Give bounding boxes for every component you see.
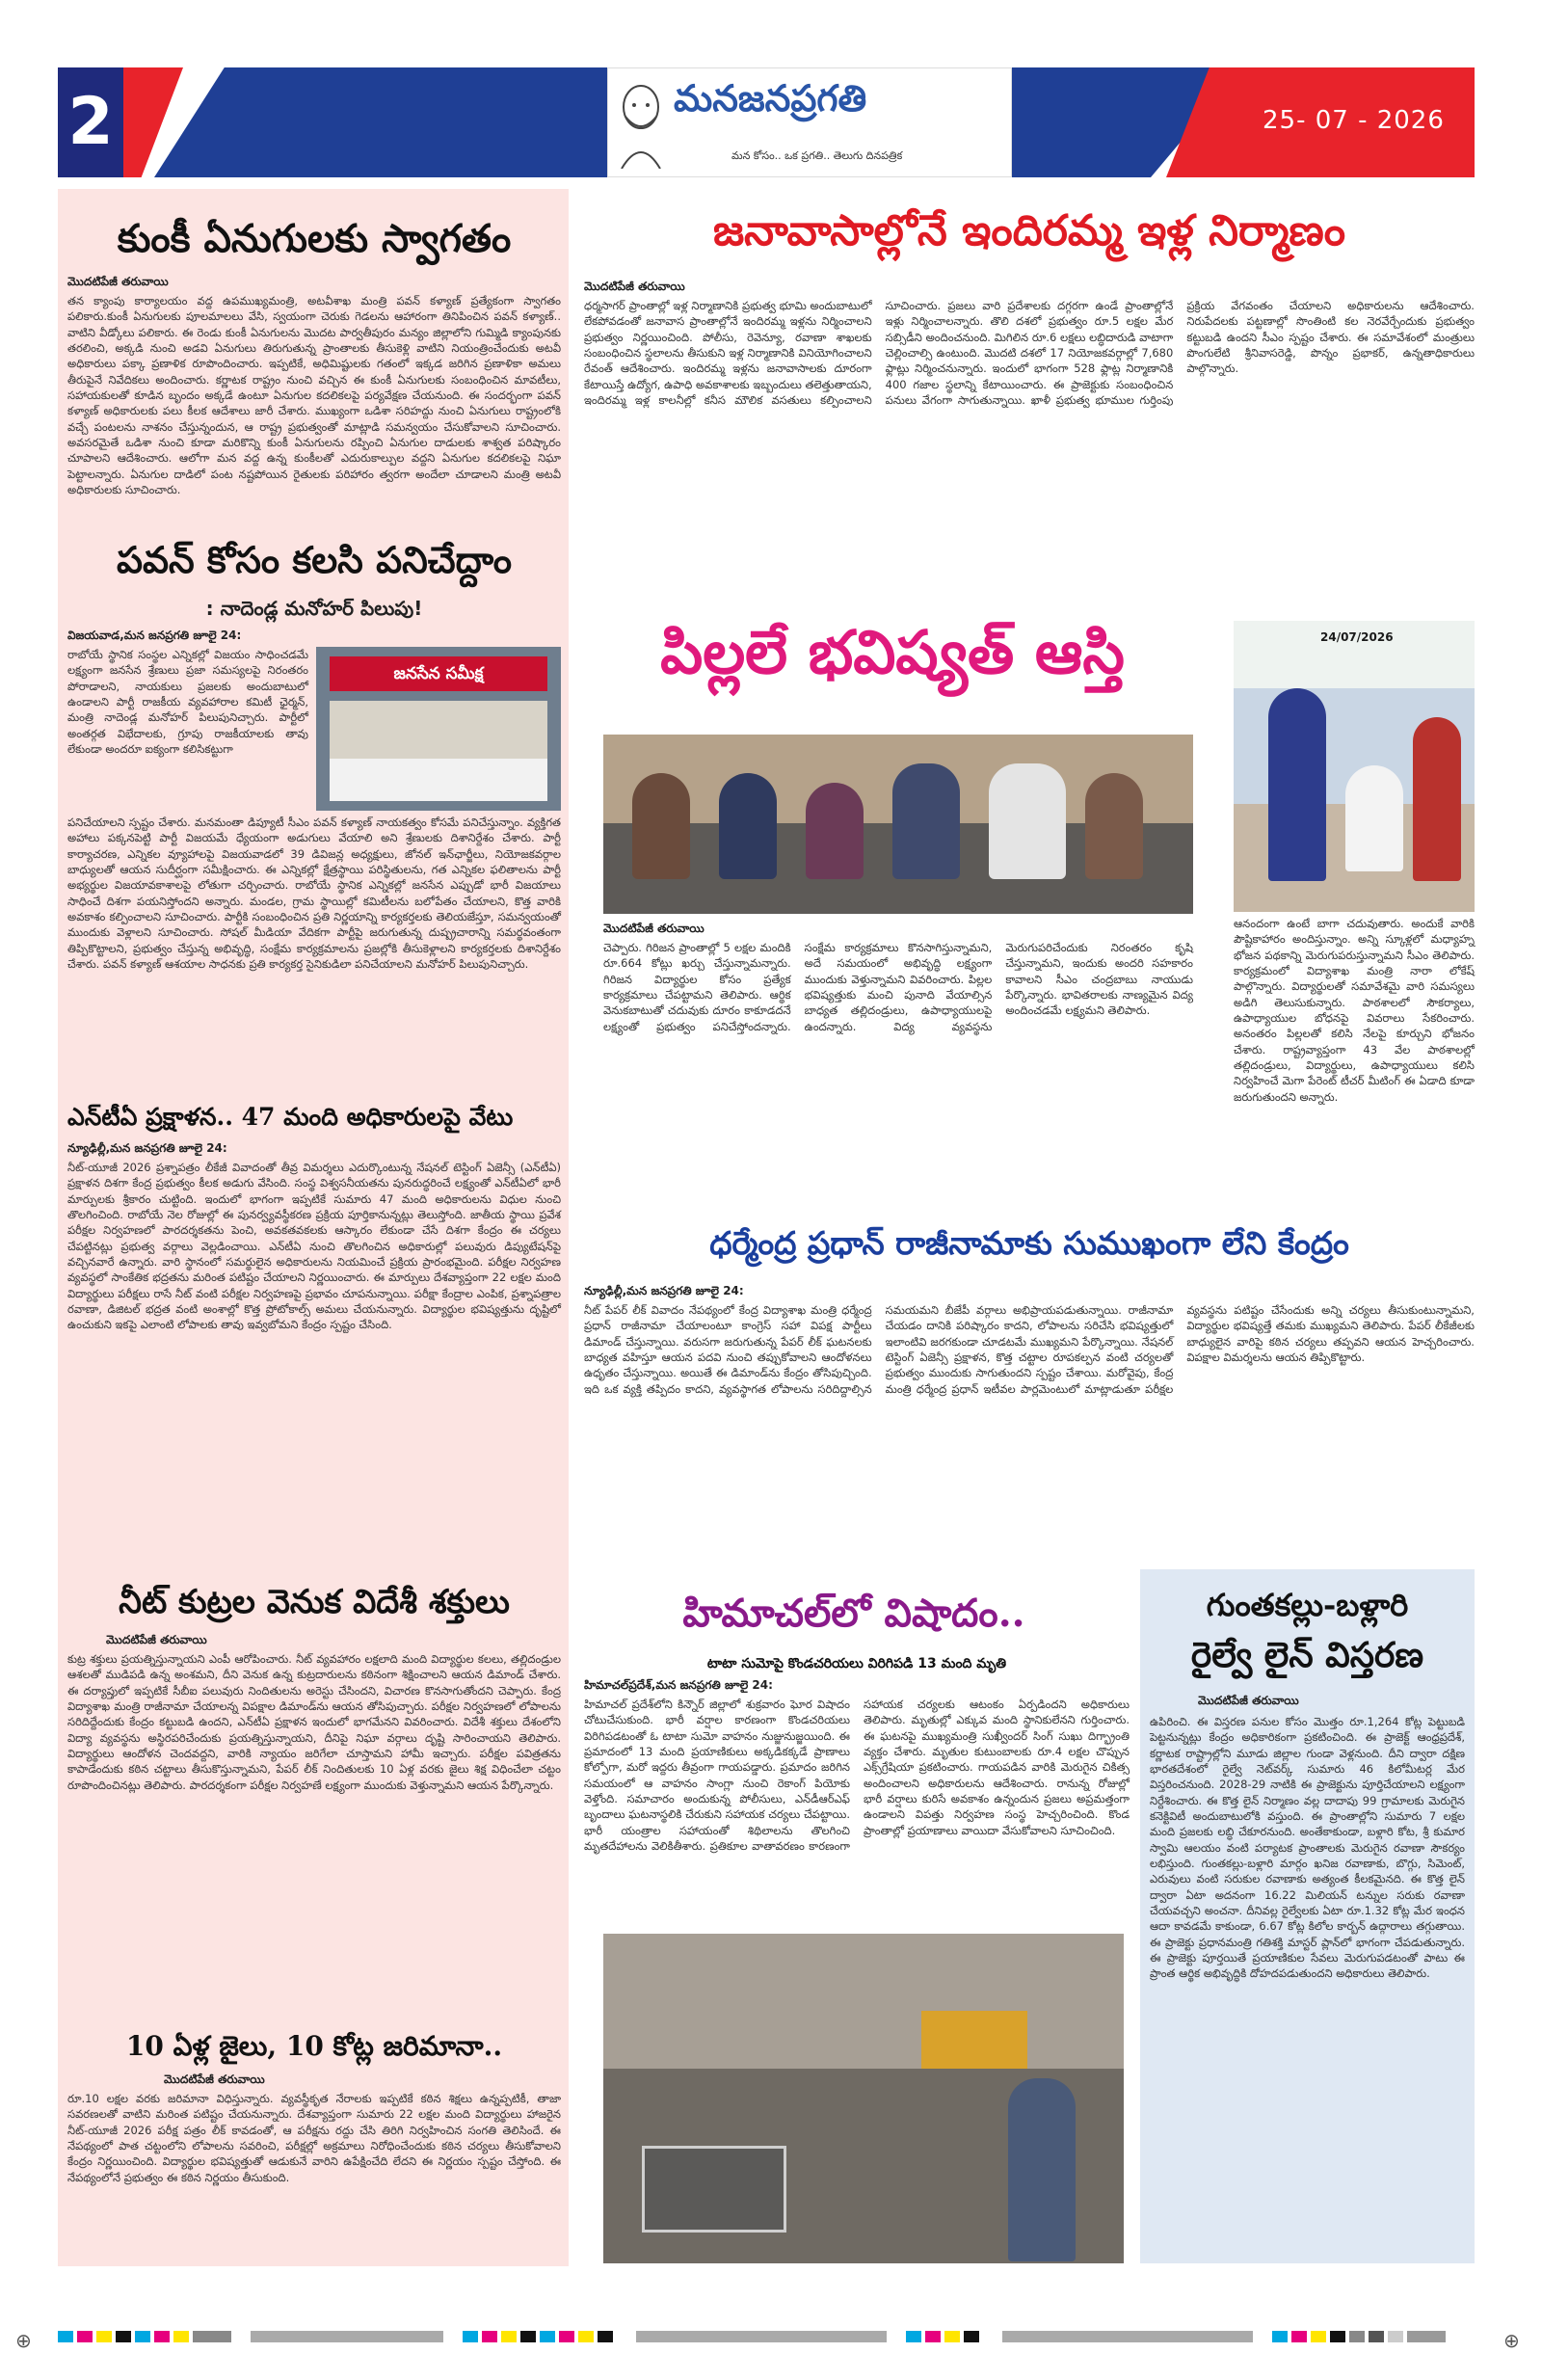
photo-himachal-landslide — [603, 1934, 1124, 2263]
byline-neet: మొదటిపేజీ తరువాయి — [106, 1633, 207, 1646]
story-children — [603, 918, 1193, 1034]
photo-children-lunch — [603, 735, 1193, 914]
story-neet — [67, 1583, 561, 1793]
paper-name: మనజనప్రగతి — [674, 76, 867, 120]
subhead-pawan: : నాదెండ్ల మనోహర్ పిలుపు! — [205, 597, 423, 620]
story-guntakal — [1140, 1569, 1475, 2263]
story-children-right — [1234, 916, 1475, 1105]
photo-banner-janasena: జనసేన సమీక్ష — [330, 656, 547, 691]
body-himachal: హిమాచల్ ప్రదేశ్‌లోని కిన్నౌర్ జిల్లాలో శుక్రవారం ఘోర విషాదం చోటుచేసుకుంది. భారీ వర్షాల కారణంగా కొండచరియలు విరిగిపడటంతో ఓ టాటా సుమో వాహనం నుజ్జునుజ్జయింది. ఈ ప్రమాదంలో 13 మంది ప్రయాణికులు అక్కడికక్కడే ప్రాణాలు కోల్పోగా, మరో ఇద్దరు తీవ్రంగా గాయపడ్డారు. ప్రమాదం జరిగిన సమయంలో ఆ వాహనం సాంగ్లా నుంచి రెకాంగ్ పియోకు వెళ్తోంది. సమాచారం అందుకున్న పోలీసులు, ఎన్‌డీఆర్ఎఫ్ బృందాలు ఘటనాస్థలికి చేరుకుని సహాయక చర్యలు చేపట్టాయి. భారీ యంత్రాల సహాయంతో శిథిలాలను తొలగించి మృతదేహాలను వెలికితీశారు. ప్రతికూల వాతావరణం కారణంగా సహాయక చర్యలకు ఆటంకం ఏర్పడిందని అధికారులు తెలిపారు. మృతుల్లో ఎక్కువ మంది స్థానికులేనని గుర్తించారు. ఈ ఘటనపై ముఖ్యమంత్రి సుఖ్వీందర్ సింగ్ సుఖు దిగ్భ్రాంతి వ్యక్తం చేశారు. మృతుల కుటుంబాలకు రూ.4 లక్షల చొప్పున ఎక్స్‌గ్రేషియా ప్రకటించారు. గాయపడిన వారికి మెరుగైన చికిత్స అందించాలని అధికారులను ఆదేశించారు. రానున్న రోజుల్లో భారీ వర్షాలు కురిసే అవకాశం ఉన్నందున ప్రజలు అప్రమత్తంగా ఉండాలని విపత్తు నిర్వహణ సంస్థ హెచ్చరించింది. కొండ ప్రాంతాల్లో ప్రయాణాలు వాయిదా వేసుకోవాలని సూచించింది. — [584, 1698, 1130, 1853]
photo-children-event — [1234, 621, 1475, 912]
story-ten-years — [67, 2030, 561, 2185]
headline-children: పిల్లలే భవిష్యత్ ఆస్తి — [660, 617, 1125, 687]
headline-ten-years: 10 ఏళ్ల జైలు, 10 కోట్ల జరిమానా.. — [125, 2030, 503, 2062]
body-neet: కుట్ర శక్తులు ప్రయత్నిస్తున్నాయని ఎంపీ ఆరోపించారు. నీట్ వ్యవహారం లక్షలాది మంది విద్యార్థుల కలలు, తల్లిదండ్రుల ఆశలతో ముడిపడి ఉన్న అంశమని, దీని వెనుక ఉన్న కుట్రదారులను కఠినంగా శిక్షించాలని ఆయన డిమాండ్ చేశారు. ఈ దర్యాప్తులో ఇప్పటికే సీబీఐ పలువురు నిందితులను అరెస్టు చేసిందని, విచారణ కొనసాగుతోందని చెప్పారు. కేంద్ర విద్యాశాఖ మంత్రి రాజీనామా చేయాలన్న విపక్షాల డిమాండ్‌ను ఆయన తోసిపుచ్చారు. పరీక్షల నిర్వహణలో లోపాలను సరిదిద్దేందుకు కేంద్రం కట్టుబడి ఉందని, ఎన్‌టీఏ ప్రక్షాళన ఇందులో భాగమేనని వివరించారు. విదేశీ శక్తులు దేశంలోని విద్యా వ్యవస్థను అస్థిరపరిచేందుకు ప్రయత్నిస్తున్నాయని, దీనిపై నిఘా వర్గాలు దృష్టి సారించాయని తెలిపారు. విద్యార్థులు ఆందోళన చెందవద్దని, వారికి న్యాయం జరిగేలా చూస్తామని హామీ ఇచ్చారు. పరీక్షల పవిత్రతను కాపాడేందుకు కఠిన చట్టాలు తీసుకొస్తున్నామని, పేపర్ లీక్ నిందితులకు 10 ఏళ్ల వరకు జైలు శిక్ష విధించేలా చట్టం రూపొందించినట్లు తెలిపారు. పారదర్శకంగా పరీక్షల నిర్వహణే లక్ష్యంగా ముందుకు వెళ్తున్నామని ఆయన పేర్కొన్నారు. — [67, 1652, 561, 1792]
story-indiramma — [584, 276, 1475, 408]
story-himachal — [584, 1656, 1130, 1854]
byline-indiramma: మొదటిపేజీ తరువాయి — [584, 280, 685, 293]
registration-mark-left-icon: ⊕ — [15, 2329, 32, 2352]
byline-guntakal: మొదటిపేజీ తరువాయి — [1198, 1694, 1299, 1707]
masthead-band-left-blue — [154, 67, 655, 177]
body-kunki: తన క్యాంపు కార్యాలయం వద్ద ఉపముఖ్యమంత్రి, అటవీశాఖ మంత్రి పవన్ కళ్యాణ్ ప్రత్యేకంగా స్వాగతం పలికారు.కుంకీ ఏనుగులకు పూలమాలలు వేసి, స్వయంగా చెరుకు గెడలను ఆహారంగా తినిపించిన పవన్ కళ్యాణ్.. వాటిని వీడ్కోలు పలికారు. ఈ రెండు కుంకీ ఏనుగులను మొదట పార్వతీపురం మన్యం జిల్లాలోని గుమ్మిడి క్యాంపునకు తరలించి, అక్కడి నుంచి అడవి ఏనుగులు తిరుగుతున్న ప్రాంతాలకు తీసుకెళ్లి వాటిని నియంత్రించేందుకు అటవీ అధికారులు పక్కా ప్రణాళిక రూపొందించారు. ఇప్పటికే, అధిమిష్టులకు గతంలో ఇక్కడ జరిగిన ప్రణాళికా అమలు తీరుపైనే నివేదికలు అందించారు. కర్ణాటక రాష్ట్రం నుంచి వచ్చిన ఈ కుంకీ ఏనుగులకు సంబంధించిన మావటీలు, సహాయకులతో కూడిన బృందం అక్కడే ఉంటూ ఏనుగుల కదలికలపై పర్యవేక్షణ చేయనుంది. ఈ సందర్భంగా పవన్ కళ్యాణ్ అధికారులకు పలు కీలక ఆదేశాలు జారీ చేశారు. ముఖ్యంగా ఒడిశా సరిహద్దు నుంచి ఏనుగులు రాష్ట్రంలోకి వచ్చే పంటలను నాశనం చేస్తున్నందున, ఆ రాష్ట్ర ప్రభుత్వంతో మాట్లాడి సమన్వయం చేసుకోవాలని సూచించారు. అవసరమైతే ఒడిశా నుంచి కూడా మరికొన్ని కుంకీ ఏనుగులను రప్పించి ఏనుగుల దాడులకు శాశ్వత పరిష్కారం చూపాలని ఆదేశించారు. ఆలోగా మన వద్ద ఉన్న కుంకీలతో ఎదురుకాల్పుల వద్దని ఏనుగుల కదలికలపై నిఘా పెట్టాలన్నారు. ఏనుగుల దాడిలో పంట నష్టపోయిన రైతులకు పరిహారం త్వరగా అందేలా చూడాలని మంత్రి అటవీ అధికారులకు సూచించారు. — [67, 294, 561, 496]
page-number: 2 — [58, 67, 123, 177]
body-ten-years: రూ.10 లక్షల వరకు జరిమానా విధిస్తున్నారు. వ్యవస్థీకృత నేరాలకు ఇప్పటికే కఠిన శిక్షలు ఉన్నప్పటికీ, తాజా సవరణలతో వాటిని మరింత పటిష్టం చేయనున్నారు. దేశవ్యాప్తంగా సుమారు 22 లక్షల మంది విద్యార్థులు హాజరైన నీట్-యూజీ 2026 పరీక్ష పత్రం లీక్ కావడంతో, ఆ పరీక్షను రద్దు చేసి తిరిగి నిర్వహించిన సంగతి తెలిసిందే. ఈ నేపథ్యంలో పాత చట్టంలోని లోపాలను సవరించి, పరీక్షల్లో అక్రమాలు నిరోధించేందుకు కఠిన చర్యలు తీసుకోవాలని కేంద్రం నిర్ణయించింది. విద్యార్థుల భవిష్యత్తుతో ఆడుకునే వారిని ఉపేక్షించేది లేదని ఈ నిర్ణయం స్పష్టం చేస్తోంది. ఈ నేపథ్యంలోనే ప్రభుత్వం ఈ కఠిన నిర్ణయం తీసుకుంది. — [67, 2092, 561, 2184]
body-dharmendra: నీట్ పేపర్ లీక్ వివాదం నేపథ్యంలో కేంద్ర విద్యాశాఖ మంత్రి ధర్మేంద్ర ప్రధాన్ రాజీనామా చేయాలంటూ కాంగ్రెస్ సహా విపక్ష పార్టీలు డిమాండ్ చేస్తున్నాయి. వరుసగా జరుగుతున్న పేపర్ లీక్ ఘటనలకు బాధ్యత వహిస్తూ ఆయన పదవి నుంచి తప్పుకోవాలని ఆందోళనలు ఉధృతం చేస్తున్నాయి. అయితే ఈ డిమాండ్‌ను కేంద్రం తోసిపుచ్చింది. ఇది ఒక వ్యక్తి తప్పిదం కాదని, వ్యవస్థాగత లోపాలను సరిదిద్దాల్సిన సమయమని బీజేపీ వర్గాలు అభిప్రాయపడుతున్నాయి. రాజీనామా చేయడం దానికి పరిష్కారం కాదని, లోపాలను సరిచేసి భవిష్యత్తులో ఇలాంటివి జరగకుండా చూడటమే ముఖ్యమని పేర్కొన్నాయి. నేషనల్ టెస్టింగ్ ఏజెన్సీ ప్రక్షాళన, కొత్త చట్టాల రూపకల్పన వంటి చర్యలతో ప్రభుత్వం ముందుకు సాగుతుందని స్పష్టం చేశాయి. మరోవైపు, కేంద్ర మంత్రి ధర్మేంద్ర ప్రధాన్ ఇటీవల పార్లమెంటులో మాట్లాడుతూ పరీక్షల వ్యవస్థను పటిష్టం చేసేందుకు అన్ని చర్యలు తీసుకుంటున్నామని, విద్యార్థుల భవిష్యత్తే తమకు ముఖ్యమని తెలిపారు. పేపర్ లీకేజీలకు బాధ్యులైన వారిపై కఠిన చర్యలు తప్పవని ఆయన హెచ్చరించారు. విపక్షాల విమర్శలను ఆయన తిప్పికొట్టారు. — [584, 1303, 1475, 1396]
left-column — [58, 189, 569, 2266]
masthead — [58, 67, 1475, 177]
headline-dharmendra: ధర్మేంద్ర ప్రధాన్ రాజీనామాకు సుముఖంగా లేని కేంద్రం — [709, 1224, 1349, 1262]
story-dharmendra — [584, 1280, 1475, 1397]
headline-pawan: పవన్ కోసం కలసి పనిచేద్దాం — [116, 538, 513, 581]
byline-ten-years: మొదటిపేజీ తరువాయి — [164, 2072, 265, 2086]
byline-pawan: విజయవాడ,మన జనప్రగతి జూలై 24: — [67, 628, 242, 642]
headline-himachal: హిమాచల్‌లో విషాదం.. — [682, 1591, 1025, 1636]
subhead-himachal: టాటా సుమోపై కొండచరియలు విరిగిపడి 13 మంది మృతి — [706, 1656, 1007, 1671]
headline-neet: నీట్ కుట్రల వెనుక విదేశీ శక్తులు — [119, 1583, 510, 1621]
story-kunki — [67, 216, 561, 497]
body-pawan: పనిచేయాలని స్పష్టం చేశారు. మనమంతా డిప్యూటీ సీఎం పవన్ కళ్యాణ్ నాయకత్వం కోసమే పనిచేస్తున్నాం. వ్యక్తిగత అహాలు పక్కనపెట్టి పార్టీ విజయమే ధ్యేయంగా అడుగులు వేయాలి అని శ్రేణులకు దిశానిర్దేశం చేశారు. పార్టీ కార్యాచరణ, ఎన్నికల వ్యూహాలపై విజయవాడలో 39 డివిజన్ల అధ్యక్షులు, జోనల్ ఇన్‌ఛార్జీలు, నియోజకవర్గాల బాధ్యులతో ఆయన సుదీర్ఘంగా సమీక్షించారు. ఈ ఎన్నికల్లో క్షేత్రస్థాయి పరిస్థితులను, గత ఎన్నికల ఫలితాలను పార్టీ అభ్యర్థుల విజయావకాశాలపై లోతుగా చర్చించారు. రాబోయే స్థానిక ఎన్నికల్లో జనసేన ఎప్పుడో భారీ విజయాలు సాధించే దిశగా పయనిస్తోందని అన్నారు. మండల, గ్రామ స్థాయిల్లో కమిటీలను బలోపేతం చేయాలని, కొత్త వారికి అవకాశం కల్పించాలని సూచించారు. పార్టీకి సంబంధించిన ప్రతి నిర్ణయాన్ని కార్యకర్తలకు తెలియజేస్తూ, సమన్వయంతో ముందుకు వెళ్లాలని సూచించారు. సోషల్ మీడియా వేదికగా పార్టీపై జరుగుతున్న దుష్ప్రచారాన్ని సమర్థవంతంగా తిప్పికొట్టాలని, ప్రభుత్వం చేస్తున్న అభివృద్ధి, సంక్షేమ కార్యక్రమాలను ప్రజల్లోకి తీసుకెళ్లాలని కార్యకర్తలకు దిశానిర్దేశం చేశారు. పవన్ కళ్యాణ్ ఆశయాల సాధనకు ప్రతి కార్యకర్త సైనికుడిలా పనిచేయాలని మనోహర్ పిలుపునిచ్చారు. — [67, 816, 561, 971]
body-children-right: ఆనందంగా ఉంటే బాగా చదువుతారు. అందుకే వారికి పౌష్టికాహారం అందిస్తున్నాం. అన్ని స్కూళ్లలో మధ్యాహ్న భోజన పథకాన్ని మెరుగుపరుస్తున్నామని సీఎం తెలిపారు. కార్యక్రమంలో విద్యాశాఖ మంత్రి నారా లోకేష్ పాల్గొన్నారు. విద్యార్థులతో సమావేశమై వారి సమస్యలు అడిగి తెలుసుకున్నారు. పాఠశాలలో సౌకర్యాలు, ఉపాధ్యాయుల బోధనపై వివరాలు సేకరించారు. అనంతరం పిల్లలతో కలిసి నేలపై కూర్చుని భోజనం చేశారు. రాష్ట్రవ్యాప్తంగా 43 వేల పాఠశాలల్లో తల్లిదండ్రులు, విద్యార్థులు, ఉపాధ్యాయులు కలిసి నిర్వహించే మెగా పేరెంట్ టీచర్ మీటింగ్ ఈ ఏడాది కూడా జరుగుతుందని అన్నారు. — [1234, 917, 1475, 1104]
byline-children: మొదటిపేజీ తరువాయి — [603, 922, 705, 935]
headline-indiramma: జనావాసాల్లోనే ఇందిరమ్మ ఇళ్ల నిర్మాణం — [712, 206, 1346, 255]
headline-guntakal-line1: గుంతకల్లు-బళ్లారి — [1206, 1587, 1409, 1623]
byline-nta: న్యూఢిల్లీ,మన జనప్రగతి జూలై 24: — [67, 1141, 227, 1155]
story-pawan — [67, 538, 561, 972]
body-guntakal: ఉపిరించి. ఈ విస్తరణ పనుల కోసం మొత్తం రూ.1,264 కోట్ల పెట్టుబడి పెట్టనున్నట్లు కేంద్రం అధికారికంగా ప్రకటించింది. ఈ ప్రాజెక్ట్ ఆంధ్రప్రదేశ్, కర్ణాటక రాష్ట్రాల్లోని మూడు జిల్లాల గుండా వెళ్లనుంది. దీని ద్వారా దక్షిణ భారతదేశంలో రైల్వే నెట్‌వర్క్ సుమారు 46 కిలోమీటర్ల మేర విస్తరించనుంది. 2028-29 నాటికి ఈ ప్రాజెక్టును పూర్తిచేయాలని లక్ష్యంగా నిర్దేశించారు. ఈ కొత్త లైన్ నిర్మాణం వల్ల దాదాపు 99 గ్రామాలకు మెరుగైన కనెక్టివిటీ అందుబాటులోకి వస్తుంది. ఈ ప్రాంతాల్లోని సుమారు 7 లక్షల మంది ప్రజలకు లబ్ధి చేకూరనుంది. అంతేకాకుండా, బళ్లారి కోట, శ్రీ కుమార స్వామి ఆలయం వంటి పర్యాటక ప్రాంతాలకు మెరుగైన రవాణా సౌకర్యం లభిస్తుంది. గుంతకల్లు-బళ్లారి మార్గం ఖనిజ రవాణాకు, బొగ్గు, సిమెంట్, ఎరువులు వంటి సరుకుల రవాణాకు అత్యంత కీలకమైనది. ఈ కొత్త లైన్ ద్వారా ఏటా అదనంగా 16.22 మిలియన్ టన్నుల సరుకు రవాణా చేయవచ్చని అంచనా. దీనివల్ల రైల్వేలకు ఏటా రూ.1.32 కోట్ల మేర ఇంధన ఆదా కావడమే కాకుండా, 6.67 కోట్ల కిలోల కార్బన్ ఉద్గారాలు తగ్గుతాయి. ఈ ప్రాజెక్టు ప్రధానమంత్రి గతిశక్తి మాస్టర్ ప్లాన్‌లో భాగంగా చేపడుతున్నారు. ఈ ప్రాజెక్టు పూర్తయితే ప్రయాణికుల సేవలు మెరుగుపడటంతో పాటు ఈ ప్రాంత ఆర్థిక అభివృద్ధికి దోహదపడుతుందని అధికారులు తెలిపారు. — [1150, 1715, 1465, 1981]
color-calibration-strip — [0, 2323, 1542, 2352]
paper-logo — [607, 67, 1012, 177]
photo-banner-date: 24/07/2026 — [1320, 630, 1394, 644]
story-nta — [67, 1103, 561, 1333]
body-children: చెప్పారు. గిరిజన ప్రాంతాల్లో 5 లక్షల మందికి రూ.664 కోట్లు ఖర్చు చేస్తున్నామన్నారు. గిరిజన విద్యార్థుల కోసం ప్రత్యేక కార్యక్రమాలు చేపట్టామని తెలిపారు. ఆర్థిక వెనుకబాటుతో చదువుకు దూరం కాకూడదనే లక్ష్యంతో ప్రభుత్వం పనిచేస్తోందన్నారు. సంక్షేమ కార్యక్రమాలు కొనసాగిస్తున్నామని, అదే సమయంలో అభివృద్ధి లక్ష్యంగా ముందుకు వెళ్తున్నామని వివరించారు. పిల్లల భవిష్యత్తుకు మంచి పునాది వేయాల్సిన బాధ్యత తల్లిదండ్రులు, ఉపాధ్యాయులపై ఉందన్నారు. విద్య వ్యవస్థను మెరుగుపరిచేందుకు నిరంతరం కృషి చేస్తున్నామని, ఇందుకు అందరి సహకారం కావాలని సీఎం చంద్రబాబు నాయుడు పేర్కొన్నారు. భావితరాలకు నాణ్యమైన విద్య అందించడమే లక్ష్యమని తెలిపారు. — [603, 941, 1193, 1033]
body-indiramma: ధర్మసాగర్ ప్రాంతాల్లో ఇళ్ల నిర్మాణానికి ప్రభుత్వ భూమి అందుబాటులో లేకపోవడంతో జనావాస ప్రాంతాల్లోనే ఇందిరమ్మ ఇళ్లను నిర్మించాలని ప్రభుత్వం నిర్ణయించింది. పోలీసు, రెవెన్యూ, రవాణా శాఖలకు సంబంధించిన స్థలాలను తీసుకుని ఇళ్ల నిర్మాణానికి వినియోగించాలని రేవంత్ ఆదేశించారు. ఇందిరమ్మ ఇళ్లను జనావాసాలకు దూరంగా కేటాయిస్తే ఉద్యోగ, ఉపాధి అవకాశాలకు ఇబ్బందులు తలెత్తుతాయని, ఇందిరమ్మ ఇళ్ల కాలనీల్లో కనీస మౌలిక వసతులు కల్పించాలని సూచించారు. ప్రజలు వారి ప్రదేశాలకు దగ్గరగా ఉండే ప్రాంతాల్లోనే ఇళ్లు నిర్మించాలన్నారు. తొలి దశలో ప్రభుత్వం రూ.5 లక్షల మేర సబ్సిడీని అందించనుంది. మిగిలిన రూ.6 లక్షలు లబ్ధిదారుడి వాటాగా చెల్లించాల్సి ఉంటుంది. మొదటి దశలో 17 నియోజకవర్గాల్లో 7,680 ఫ్లాట్లు నిర్మించనున్నారు. ఇందులో భాగంగా 528 ఫ్లాట్ల నిర్మాణానికి 400 గజాల స్థలాన్ని కేటాయించారు. ఈ ప్రాజెక్టుకు సంబంధించిన పనులు వేగంగా సాగుతున్నాయి. ఖాళీ ప్రభుత్వ భూముల గుర్తింపు ప్రక్రియ వేగవంతం చేయాలని అధికారులను ఆదేశించారు. నిరుపేదలకు పట్టణాల్లో సొంతింటి కల నెరవేర్చేందుకు ప్రభుత్వం కట్టుబడి ఉందని సీఎం స్పష్టం చేశారు. ఈ సమావేశంలో మంత్రులు పొంగులేటి శ్రీనివాసరెడ్డి, పొన్నం ప్రభాకర్, ఉన్నతాధికారులు పాల్గొన్నారు. — [584, 299, 1475, 407]
byline-kunki: మొదటిపేజీ తరువాయి — [67, 275, 169, 288]
headline-guntakal-line2: రైల్వే లైన్ విస్తరణ — [1190, 1635, 1424, 1675]
byline-himachal: హిమాచల్‌ప్రదేశ్,మన జనప్రగతి జూలై 24: — [584, 1678, 773, 1692]
body-nta: నీట్-యూజీ 2026 ప్రశ్నాపత్రం లీకేజీ వివాదంతో తీవ్ర విమర్శలు ఎదుర్కొంటున్న నేషనల్ టెస్టింగ్ ఏజెన్సీ (ఎన్‌టీఏ) ప్రక్షాళన దిశగా కేంద్ర ప్రభుత్వం కీలక అడుగు వేసింది. సంస్థ విశ్వసనీయతను పునరుద్ధరించే లక్ష్యంతో ఎన్‌టీఏలో భారీ మార్పులకు శ్రీకారం చుట్టింది. ఇందులో భాగంగా ఇప్పటికే సుమారు 47 మంది అధికారులను విధుల నుంచి తొలగించింది. రాబోయే నెల రోజుల్లో ఈ పునర్వ్యవస్థీకరణ ప్రక్రియ పూర్తికానున్నట్లు తెలుస్తోంది. జాతీయ స్థాయి ప్రవేశ పరీక్షల నిర్వహణలో పారదర్శకతను పెంచి, అవకతవకలకు ఆస్కారం లేకుండా చేసే దిశగా కేంద్రం ఈ చర్యలు చేపట్టినట్లు ప్రభుత్వ వర్గాలు వెల్లడించాయి. ఎన్‌టీఏ నుంచి తొలగించిన అధికారుల్లో పలువురు డిప్యుటేషన్‌పై వచ్చినవారే ఉన్నారు. వారి స్థానంలో సమర్థులైన అధికారులను నియమించే ప్రక్రియ ప్రారంభమైంది. పరీక్షల నిర్వహణ వ్యవస్థలో సాంకేతిక భద్రతను మరింత పటిష్టం చేయాలని నిర్ణయించారు. ఈ మార్పులు దేశవ్యాప్తంగా 22 లక్షల మంది విద్యార్థులు పరీక్షలు రాసే నీట్ వంటి పరీక్షల నిర్వహణపై ప్రభావం చూపనున్నాయి. పరీక్షా కేంద్రాల ఎంపిక, ప్రశ్నాపత్రాల రవాణా, డిజిటల్ భద్రత వంటి అంశాల్లో కొత్త ప్రోటోకాల్స్ అమలు చేయనున్నారు. విద్యార్థుల భవిష్యత్తును దృష్టిలో ఉంచుకుని ఇకపై ఎలాంటి లోపాలకు తావు ఇవ్వబోమని కేంద్రం స్పష్టం చేసింది. — [67, 1161, 561, 1332]
registration-mark-right-icon: ⊕ — [1503, 2329, 1520, 2352]
photo-pawan-meeting — [316, 647, 561, 811]
issue-date: 25- 07 - 2026 — [1263, 106, 1445, 135]
headline-kunki: కుంకీ ఏనుగులకు స్వాగతం — [117, 216, 512, 261]
byline-dharmendra: న్యూఢిల్లీ,మన జనప్రగతి జూలై 24: — [584, 1284, 744, 1297]
logo-portrait-icon — [616, 78, 666, 169]
headline-nta: ఎన్‌టీఏ ప్రక్షాళన.. 47 మంది అధికారులపై వేటు — [67, 1103, 514, 1131]
body-pawan-top: రాబోయే స్థానిక సంస్థల ఎన్నికల్లో విజయం సాధించడమే లక్ష్యంగా జనసేన శ్రేణులు ప్రజా సమస్యలపై నిరంతరం పోరాడాలని, నాయకులు ప్రజలకు అందుబాటులో ఉండాలని పార్టీ రాజకీయ వ్యవహారాల కమిటీ ఛైర్మన్, మంత్రి నాదెండ్ల మనోహర్ పిలుపునిచ్చారు. పార్టీలో అంతర్గత విభేదాలకు, గ్రూపు రాజకీయాలకు తావు లేకుండా అందరూ ఐక్యంగా కలిసికట్టుగా — [67, 648, 308, 756]
paper-tagline: మన కోసం.. ఒక ప్రగతి.. తెలుగు దినపత్రిక — [731, 149, 903, 162]
